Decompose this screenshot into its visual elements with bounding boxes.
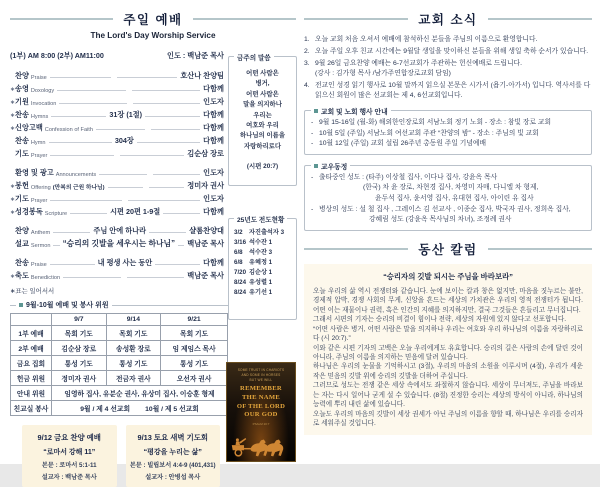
order-row: [10, 165, 224, 178]
stand-mark: ∗: [10, 273, 16, 280]
stand-mark: ∗: [10, 209, 16, 216]
poster-big-line: THE NAME: [241, 393, 281, 401]
order-label-en: Doxology: [30, 87, 55, 94]
order-person: 정미자 권사: [187, 181, 225, 190]
news-header: [304, 10, 592, 28]
order-label-en: Praise: [30, 74, 47, 81]
sermon-title: “승리의 깃발을 세우시는 하나님”: [62, 239, 175, 248]
evangelism-row: 8/24 유성렬 1: [234, 279, 273, 287]
leader-line: [128, 200, 200, 201]
stand-mark: ∗: [10, 125, 16, 132]
news-column: [304, 10, 592, 435]
order-label-en: Anthem: [30, 229, 51, 236]
order-label-en: Hymns: [30, 113, 49, 120]
order-label-en: Scripture: [44, 210, 68, 217]
stand-mark: ∗: [10, 196, 16, 203]
table-row: 친교실 봉사 9월 / 제 4 선교회 10월 / 제 5 선교회: [11, 401, 228, 416]
column-title: 동산 칼럼: [418, 242, 478, 257]
friday-preacher: 설교자 : 백남준 목사: [41, 474, 97, 481]
column-paragraph: 오늘도 우리의 마음의 깃발이 세상 권세가 아닌 주님의 이름을 향할 때, 하나님은 우리를 승리자로 세워주실 것입니다.: [313, 410, 583, 428]
header-line-left: [304, 18, 408, 20]
order-row-sermon: [10, 236, 224, 249]
verse-line: 어떤 사람은: [246, 70, 279, 77]
order-person: 백남준 목사: [187, 239, 225, 248]
event-item: - 10월 5일 (주일) 서남노회 여선교회 주관 “찬양의 밤” - 장소 : 주님의 빛 교회: [311, 129, 539, 137]
leader-line: [137, 142, 200, 143]
saturday-title: 토요 새벽 기도회: [153, 433, 209, 442]
evangelism-row: 3/16 석수잔 1: [234, 239, 273, 247]
header-line-right: [193, 18, 296, 20]
order-row: [10, 204, 224, 217]
news-title: 교회 소식: [418, 13, 478, 27]
order-person: 다함께: [203, 207, 225, 216]
member-line: (한국) 차 윤 장로, 차현경 집사, 차영미 자매, 다니엘 차 형제,: [363, 184, 539, 192]
order-label: 성경봉독: [15, 207, 43, 216]
worship-header: [10, 10, 296, 28]
leader-line: [50, 264, 95, 265]
leader-line: [145, 116, 200, 117]
order-center: 시편 20편 1-9절: [110, 207, 161, 216]
saturday-service-box: [126, 425, 221, 487]
order-row: [10, 68, 224, 81]
leader-line: [132, 90, 200, 91]
order-person: 샬롬찬양대: [189, 226, 224, 235]
leader-line: [149, 232, 186, 233]
friday-scripture: 본문 : 로마서 5:1-11: [41, 462, 97, 469]
poster-reference: PSALM 20:7: [252, 421, 270, 426]
order-label-en: Prayer: [30, 197, 48, 204]
title-line-left: [10, 305, 16, 306]
order-row: [10, 133, 224, 146]
table-row: 금요 집회 통성 기도 통성 기도 통성 기도: [11, 356, 228, 371]
stand-note: ∗표는 일어서서: [10, 288, 55, 295]
saturday-scripture: 본문 : 빌립보서 4:4-9 (401,431): [129, 462, 216, 469]
leader-line: [53, 245, 59, 246]
leader-line: [151, 129, 200, 130]
order-person: 다함께: [203, 123, 225, 132]
leader-line: [63, 277, 121, 278]
order-label: 설교: [15, 239, 29, 248]
news-item: 3. 9월 26일 금요찬양 예배는 6-7선교회가 주관하는 헌신예배로 드립니다. (강사 : 김가형 목사 /남가주연합장로교회 담임): [304, 60, 522, 77]
poster-big-line: OUR GOD: [244, 411, 278, 419]
leader-line: [108, 187, 143, 188]
order-label-en: Offering: [30, 184, 51, 191]
order-person: 백남준 목사: [187, 271, 224, 280]
verse-line: 하나님의 이름을: [240, 132, 285, 140]
events-box-title: 교회 및 노회 행사 안내: [321, 109, 388, 117]
order-label-en: Sermon: [30, 242, 51, 249]
leader-line: [153, 174, 201, 175]
service-times: (1부) AM 8:00 (2부) AM11:00: [10, 51, 104, 60]
member-line: 강혜림 성도 (강윤옥 목사님의 차녀), 조정례 권사: [369, 216, 512, 224]
header-line-right: [488, 18, 592, 20]
leader-line: [70, 213, 107, 214]
worship-subtitle: The Lord's Day Worship Service: [90, 31, 216, 40]
order-person: 인도자: [203, 168, 224, 177]
news-item: 2. 오늘 주일 오후 친교 시간에는 9월달 생일을 맞이하신 분들을 위해 생일 축하 순서가 있습니다.: [304, 48, 589, 56]
special-services-row: [22, 425, 220, 487]
order-row: [10, 120, 224, 133]
order-label: 찬송: [15, 110, 29, 119]
order-label: 기도: [15, 194, 29, 203]
leader-line: [57, 90, 125, 91]
order-label: 기도: [15, 149, 29, 158]
service-time-row: [10, 51, 224, 61]
order-label: 봉헌: [15, 181, 29, 190]
evangelism-row: 6/8 석수잔 3: [234, 249, 273, 257]
header-line-right: [488, 248, 592, 250]
leader-line: [120, 155, 184, 156]
table-row: 1부 예배 목회 기도 목회 기도 목회 기도: [11, 326, 228, 341]
order-label: 찬송: [15, 258, 29, 267]
event-item: - 9월 15-16일 (월-화) 해외한인장로회 서남노회 정기 노회 - 장소 : 참빛 장로 교회: [311, 119, 552, 127]
order-person: 인도자: [203, 97, 225, 106]
leader-line: [178, 245, 184, 246]
leader-line: [127, 277, 185, 278]
news-item: 4. 전교인 성경 읽기 행사로 10월 말까지 읽으실 본문은 시가서 (욥기-아가서) 입니다. 역사서를 다 읽으신 회원이 많은 선교회는 제 4, 6선교회입니다.: [304, 82, 591, 99]
order-row: [10, 191, 224, 204]
service-leader: 인도 : 백남준 목사: [167, 51, 224, 60]
evangelism-row: 8/24 유기선 1: [234, 289, 273, 297]
table-row: 헌금 위원 정미자 권사 전금자 권사 오선자 권사: [11, 371, 228, 386]
verse-line: 병거,: [255, 80, 270, 88]
verse-line: 말을 의지하나: [243, 101, 282, 109]
leader-line: [50, 77, 111, 78]
order-label-en: Hymn: [30, 139, 46, 146]
stand-mark: ∗: [10, 112, 16, 119]
leader-line: [49, 142, 112, 143]
evangelism-status-box: [228, 218, 297, 320]
friday-sermon: “로마서 강해 11”: [43, 449, 96, 456]
table-row: 안내 위원 임영하 집사, 유분순 권사, 유상미 집사, 이승훈 형제: [11, 386, 228, 401]
square-bullet-icon: [314, 109, 318, 113]
leader-line: [163, 213, 200, 214]
leader-line: [99, 174, 147, 175]
column-paragraph: 하나님은 우리의 눈물을 기억하시고 (3절), 우리의 마음의 소원을 이루시며 (4절), 우리가 세운 작은 믿음의 깃발 위에 승리의 깃발을 더하여 주십니다.: [313, 363, 583, 380]
order-row: [10, 178, 224, 191]
leader-line: [117, 77, 178, 78]
verse-box-title: 금주의 말씀: [237, 55, 271, 62]
order-row: [10, 81, 224, 94]
member-line: - 출타중인 성도 : (타주) 이상철 집사, 이다나 집사, 강윤옥 목사: [311, 173, 498, 181]
table-row: 2부 예배 김순삼 장로 송성환 장로 임 제임스 목사: [11, 341, 228, 356]
order-label: 송영: [15, 84, 29, 93]
poster-big-line: OF THE LORD: [236, 402, 286, 410]
stand-mark: ∗: [10, 86, 16, 93]
stand-mark: ∗: [10, 183, 16, 190]
duty-table-title: 9월-10월 예배 및 봉사 위원: [10, 300, 228, 310]
evangelism-row: 6/8 유혜정 1: [234, 259, 273, 267]
event-item: - 10월 12일 (주일) 교회 설립 26주년 총동원 주일 기념예배: [311, 140, 487, 148]
leader-line: [149, 187, 184, 188]
title-line-right: [112, 305, 228, 306]
order-label-en: Benediction: [30, 274, 61, 281]
order-person: 다함께: [203, 110, 224, 119]
header-line-left: [10, 18, 113, 20]
order-label-en: Confession of Faith: [44, 126, 93, 133]
header-line-left: [304, 248, 408, 250]
order-label: 찬양: [15, 226, 29, 235]
table-header-row: 9/7 9/14 9/21: [11, 314, 228, 326]
order-center: 내 평생 사는 동안: [97, 258, 153, 267]
verse-line: 어떤 사람은: [246, 90, 279, 98]
order-label-en: Invocation: [30, 100, 57, 107]
column-header: [304, 240, 592, 258]
friday-title: 금요 찬양 예배: [54, 433, 101, 442]
worship-order-list: [10, 68, 224, 281]
order-person: 인도자: [203, 194, 224, 203]
service-duty-table: [10, 313, 228, 416]
order-person: 김순삼 장로: [187, 149, 224, 158]
poster-small-line: AND SOME IN HORSES: [241, 372, 281, 377]
order-label-en: Prayer: [30, 152, 48, 159]
order-label-en: Praise: [30, 261, 47, 268]
order-center: 31장 (1절): [109, 110, 143, 119]
leader-line: [53, 232, 90, 233]
stand-mark: ∗: [10, 99, 16, 106]
poster-small-line: SOME TRUST IN CHARIOTS: [237, 368, 285, 372]
order-person: 다함께: [203, 258, 224, 267]
square-bullet-icon: [314, 164, 318, 168]
column-paragraph: 그래서 시편의 기자는 승리의 비결이 힘이나 전략, 세상의 자원에 있지 않다고 선포합니다.: [313, 316, 567, 324]
order-label: 찬양: [15, 71, 29, 80]
weekly-verse-box: [228, 56, 297, 186]
order-row: [10, 223, 224, 236]
evangelism-row: 3/2 자진출석자 3: [234, 229, 285, 236]
sermon-poster-image: [226, 362, 296, 462]
leader-line: [51, 116, 106, 117]
evangelism-row: 7/20 김순상 1: [234, 269, 273, 277]
order-person: 호산나 찬양팀: [180, 71, 224, 80]
saturday-date: 9/13: [137, 433, 152, 442]
leader-line: [155, 264, 200, 265]
verse-line: 여호와 우리: [246, 121, 279, 129]
members-box-title: 교우동정: [321, 163, 348, 171]
leader-line: [59, 103, 126, 104]
column-paragraph: 그러므로 성도는 전쟁 같은 세상 속에서도 좌절하지 않습니다. 세상이 무너져도, 주님을 바라보는 자는 다시 일어나 굳게 설 수 있습니다. (8절) 진정한 승리는 세상의 방식이 아니라, 하나님의 능력에 뿌리 내린 삶에 있습니다.: [313, 382, 583, 409]
worship-title: 주일 예배: [123, 13, 183, 27]
order-row: [10, 146, 224, 159]
leader-line: [50, 200, 122, 201]
order-row: [10, 268, 224, 281]
leader-line: [133, 103, 200, 104]
order-label: 기원: [15, 97, 29, 106]
news-item: 1. 오늘 교회 처음 오셔서 예배에 참석하신 분들을 주님의 이름으로 환영합니다.: [304, 36, 538, 43]
member-line: - 병상의 성도 : 설 철 집사 , 그레이스 김 선교사 , 이종순 집사, 박국자 권사, 정희옥 집사,: [311, 205, 571, 213]
square-bullet-icon: [19, 303, 23, 307]
news-list: [304, 35, 592, 100]
verse-line: 우리는: [253, 111, 272, 119]
column-paragraph: “어떤 사람은 병거, 어떤 사람은 말을 의지하나 우리는 여호와 우리 하나님의 이름을 자랑하리로다 (시 20:7).”: [313, 325, 583, 343]
verse-reference: (시편 20:7): [246, 163, 279, 170]
chariot-horses-icon: [228, 435, 294, 459]
order-label: 축도: [15, 271, 29, 280]
column-paragraph: 오늘 우리의 삶 역시 전쟁터와 같습니다. 눈에 보이는 칼과 창은 없지만, 마음을 짓누르는 불안, 경제적 압박, 경쟁 사회의 무게, 신앙을 흔드는 세상의 가치관은 우리의 영적 전쟁터가 됩니다. 어떤 이는 재물이나 권력, 혹은 인간의 지혜를 의지하지만, 결국 그것들은 흔들리고 무너집니다.: [313, 287, 583, 314]
column-article: [304, 264, 592, 435]
order-label-en: Announcements: [55, 171, 97, 178]
column-paragraph: 이와 같은 시편 기자의 고백은 오늘 우리에게도 유효합니다. 승리의 길은 사람의 손에 달린 것이 아니라, 주님의 이름을 의지하는 믿음에 달려 있습니다.: [313, 344, 583, 361]
order-row: [10, 255, 224, 268]
order-label: 신앙고백: [15, 123, 43, 132]
poster-small-line: BUT WE WILL: [249, 377, 273, 382]
evangelism-box-title: 25년도 전도현황: [237, 217, 285, 224]
order-center: 304장: [114, 136, 134, 145]
member-line: 윤두석 집사, 윤서영 집사, 유대현 집사, 아이린 유 집사: [375, 195, 534, 202]
order-person: 다함께: [203, 136, 224, 145]
friday-date: 9/12: [37, 433, 52, 442]
order-label: 찬송: [15, 136, 29, 145]
church-events-box: [304, 110, 592, 155]
saturday-preacher: 설교자 : 안병섭 목사: [145, 474, 201, 481]
leader-line: [50, 155, 114, 156]
leader-line: [96, 129, 145, 130]
order-row: [10, 107, 224, 120]
friday-service-box: [22, 425, 117, 487]
order-label: 환영 및 광고: [15, 168, 54, 177]
saturday-sermon: “평강을 누리는 삶”: [143, 449, 202, 456]
poster-big-line: REMEMBER: [240, 385, 282, 393]
order-note: (만복의 근원 하나님): [52, 185, 105, 191]
member-updates-box: [304, 165, 592, 231]
order-center: 주님 안에 하나라: [93, 226, 147, 235]
order-person: 다함께: [203, 84, 224, 93]
column-article-heading: “승리자의 깃발 되시는 주님을 바라보라”: [383, 271, 513, 281]
verse-line: 자랑하리로다: [243, 142, 282, 150]
order-row: [10, 94, 224, 107]
